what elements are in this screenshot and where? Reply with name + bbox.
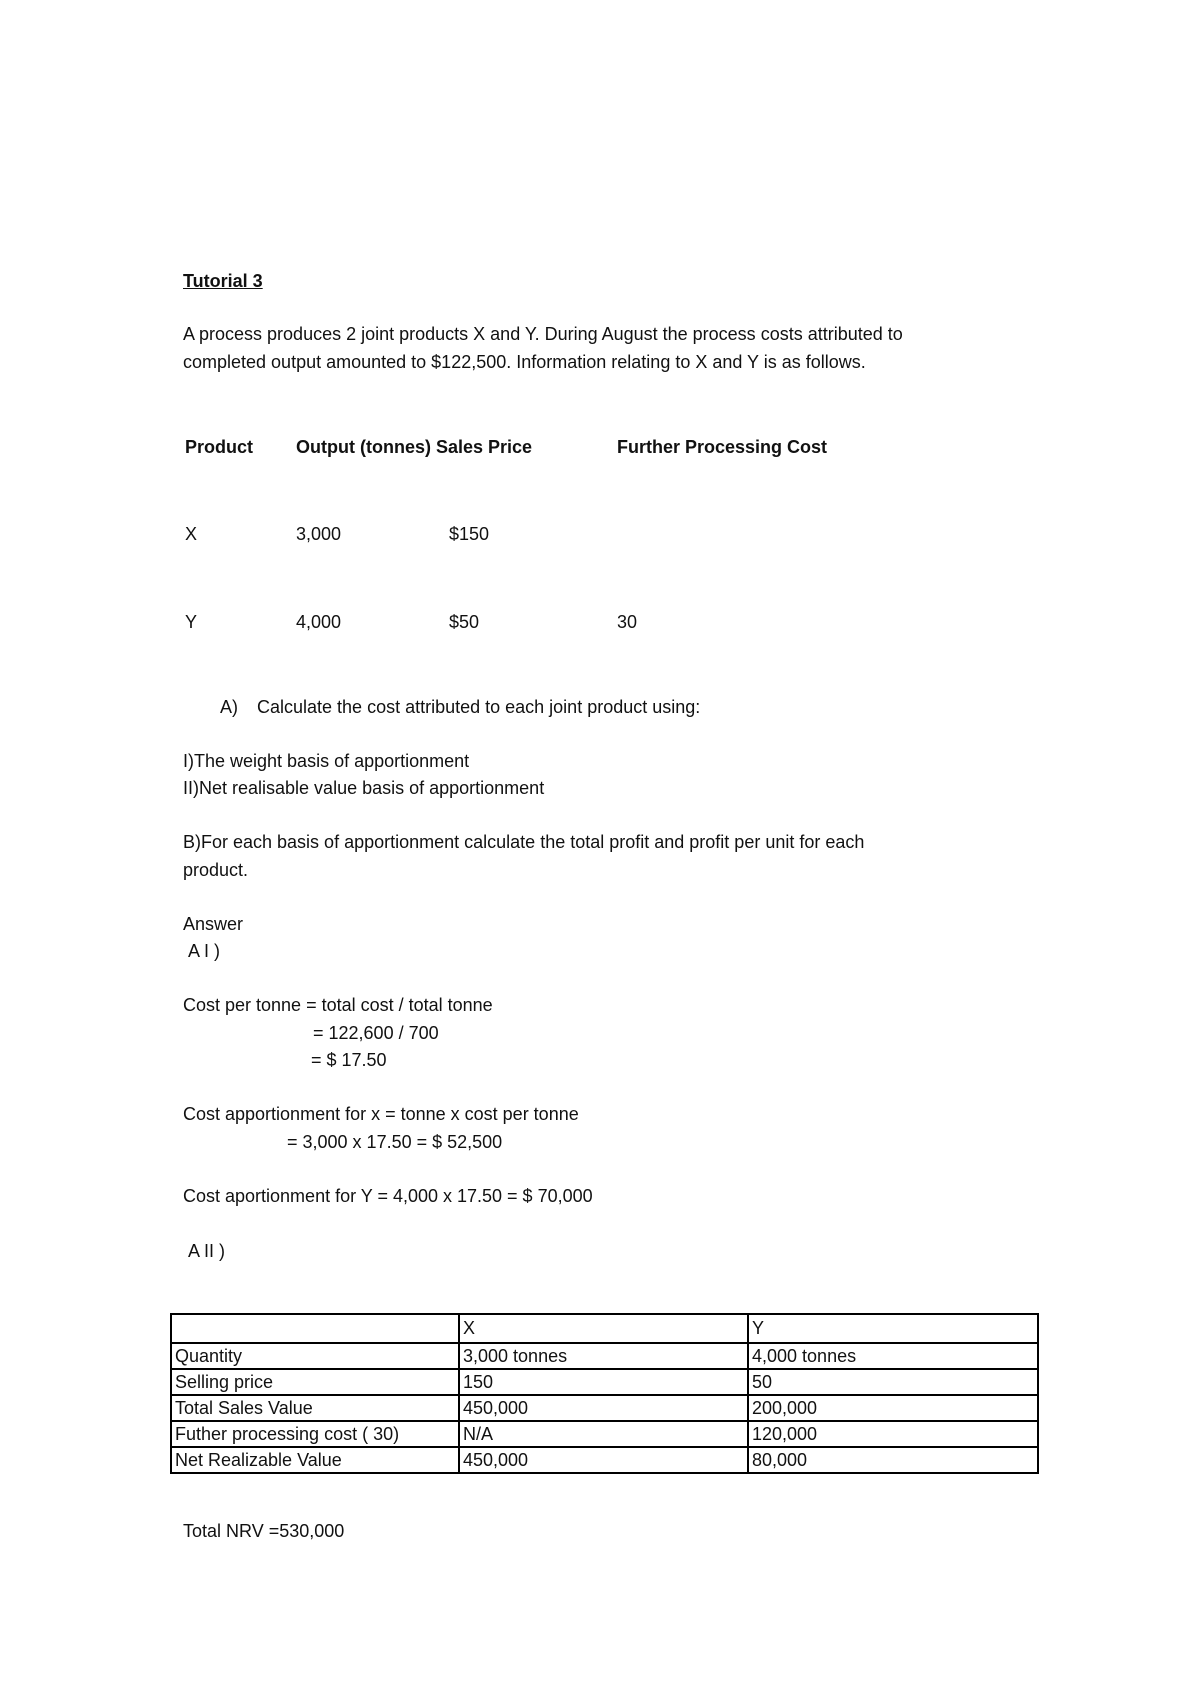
table-row [171,1343,1038,1369]
sub-question-1: I)The weight basis of apportionment [183,751,470,771]
nrv-header-cell: Y [748,1314,1038,1343]
cost-apportion-x-line-1: Cost apportionment for x = tonne x cost per tonne [183,1104,579,1124]
product-header-product: Product [185,437,254,457]
table-row [171,1369,1038,1395]
table-cell: 50 [748,1369,1038,1395]
sub-question-2: II)Net realisable value basis of apportionment [183,778,545,798]
table-cell: 200,000 [748,1395,1038,1421]
table-row [171,1447,1038,1473]
nrv-header-cell: X [459,1314,748,1343]
table-cell: Quantity [171,1343,459,1369]
table-row [171,1395,1038,1421]
nrv-table-header-row [171,1314,1038,1343]
product-header-output-sales: Output (tonnes) Sales Price [296,437,533,457]
product-row-x-product: X [185,524,198,544]
question-a-label: A) [220,697,238,717]
table-cell: Futher processing cost ( 30) [171,1421,459,1447]
intro-line-1: A process produces 2 joint products X and Y. During August the process costs attributed to [183,324,903,344]
question-b-line-1: B)For each basis of apportionment calculate the total profit and profit per unit for each [183,832,865,852]
product-row-y-product: Y [185,612,198,632]
intro-line-2: completed output amounted to $122,500. Information relating to X and Y is as follows. [183,352,866,372]
table-cell: 120,000 [748,1421,1038,1447]
answer-label: Answer [183,914,244,934]
table-cell: 150 [459,1369,748,1395]
table-cell: 450,000 [459,1395,748,1421]
cost-per-tonne-line-3: = $ 17.50 [311,1050,387,1070]
table-cell: 4,000 tonnes [748,1343,1038,1369]
total-nrv: Total NRV =530,000 [183,1521,345,1541]
part-a1-label: A I ) [188,941,221,961]
product-row-y-further: 30 [617,612,638,632]
question-a-text: Calculate the cost attributed to each joint product using: [257,697,701,717]
table-cell: 3,000 tonnes [459,1343,748,1369]
table-row [171,1421,1038,1447]
table-cell: 80,000 [748,1447,1038,1473]
table-cell: Total Sales Value [171,1395,459,1421]
cost-apportion-x-line-2: = 3,000 x 17.50 = $ 52,500 [287,1132,503,1152]
cost-per-tonne-line-2: = 122,600 / 700 [313,1023,439,1043]
part-a2-label: A II ) [188,1241,226,1261]
nrv-header-cell [171,1314,459,1343]
nrv-table [170,1313,1039,1474]
table-cell: N/A [459,1421,748,1447]
cost-apportion-y: Cost aportionment for Y = 4,000 x 17.50 = $ 70,000 [183,1186,593,1206]
product-row-y-output: 4,000 [296,612,342,632]
product-row-x-output: 3,000 [296,524,342,544]
table-cell: 450,000 [459,1447,748,1473]
page-title: Tutorial 3 [183,271,263,291]
table-cell: Selling price [171,1369,459,1395]
product-header-further-cost: Further Processing Cost [617,437,828,457]
question-b-line-2: product. [183,860,249,880]
product-row-y-price: $50 [449,612,480,632]
cost-per-tonne-line-1: Cost per tonne = total cost / total tonne [183,995,493,1015]
product-row-x-price: $150 [449,524,490,544]
table-cell: Net Realizable Value [171,1447,459,1473]
